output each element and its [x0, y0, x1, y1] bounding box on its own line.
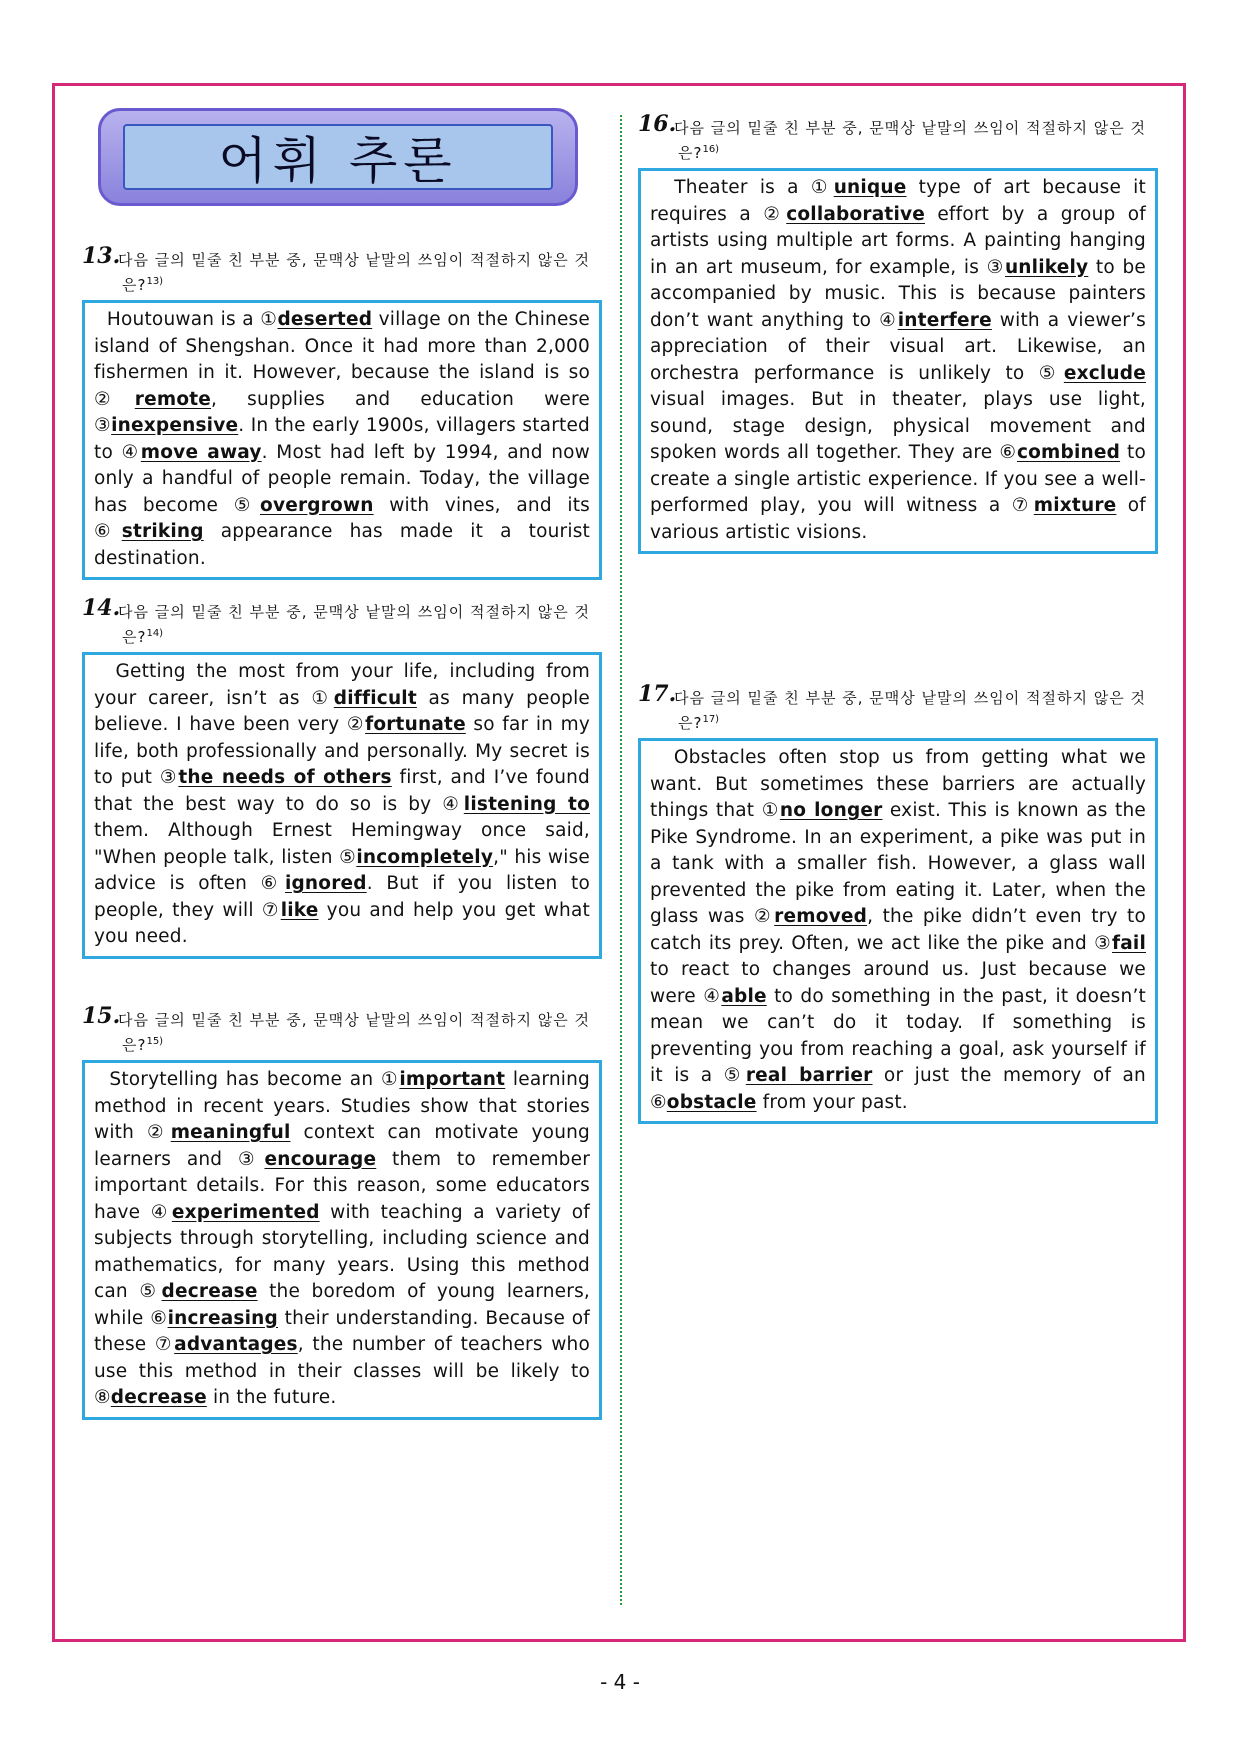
question-number: 13. — [82, 243, 121, 269]
passage-text: so far in my life, both professionally and personally. My secret is to put — [94, 714, 590, 788]
passage-text: village on the Chinese island of Shengshan. Once it had more than 2,000 fishermen in it. However, because the island is so — [94, 309, 590, 383]
prompt-line-2 — [674, 139, 1158, 164]
underlined-choice: meaningful — [170, 1122, 291, 1143]
passage-text: appearance has made it a tourist destination. — [94, 521, 590, 569]
choice-marker: ④ — [121, 441, 141, 463]
passage-text: to do something in the past, it doesn’t mean we can’t do it today. If something is preventing you from reaching a goal, ask yourself if it is a — [650, 985, 1146, 1086]
prompt-end: 은? — [678, 144, 703, 162]
underlined-choice: inexpensive — [111, 415, 239, 436]
underlined-choice: unlikely — [1004, 256, 1089, 278]
choice-marker: ② — [754, 906, 775, 927]
prompt-text: 다음 글의 밑줄 친 부분 중, 문맥상 낱말의 쓰임이 적절하지 않은 것 — [118, 251, 590, 269]
question-prompt — [638, 681, 1158, 734]
underlined-choice: unique — [833, 177, 907, 198]
underlined-choice: real barrier — [745, 1065, 873, 1086]
choice-marker: ⑥ — [94, 521, 122, 542]
choice-marker: ③ — [94, 415, 112, 436]
prompt-line-2 — [118, 1031, 602, 1056]
prompt-text: 다음 글의 밑줄 친 부분 중, 문맥상 낱말의 쓰임이 적절하지 않은 것 — [674, 119, 1146, 137]
passage-text: them to remember important details. For this reason, some educators have — [94, 1148, 590, 1223]
passage-text: effort by a group of artists using multiple art forms. A painting hanging in an art museum, for example, is — [650, 203, 1146, 278]
underlined-choice: able — [721, 985, 767, 1007]
choice-marker: ④ — [150, 1201, 172, 1223]
passage-box — [82, 300, 602, 580]
underlined-choice: decrease — [110, 1387, 207, 1408]
choice-marker: ③ — [238, 1148, 265, 1170]
page-number: - 4 - — [600, 1670, 640, 1694]
question-number: 15. — [82, 1003, 121, 1029]
passage-text: Storytelling has become an — [94, 1069, 381, 1090]
underlined-choice: the needs of others — [178, 767, 392, 788]
passage-text: with teaching a variety of subjects through storytelling, including science and mathematics, for many years. Using this method can — [94, 1201, 590, 1302]
underlined-choice: fortunate — [365, 714, 466, 735]
choice-marker: ① — [260, 309, 278, 330]
question-number: 17. — [638, 681, 677, 707]
passage-text: as many people believe. I have been very — [94, 687, 590, 735]
passage-text: . Most had left by 1994, and now only a handful of people remain. Today, the village has become — [94, 441, 590, 516]
section-title: 어휘 추론 — [123, 124, 553, 190]
choice-marker: ③ — [986, 256, 1005, 278]
choice-marker: ② — [763, 203, 787, 225]
prompt-end: 은? — [678, 714, 703, 732]
underlined-choice: ignored — [284, 873, 367, 894]
column-divider — [620, 115, 622, 1605]
passage-text: to react to changes around us. Just because we were — [650, 959, 1146, 1007]
choice-marker: ② — [346, 714, 366, 735]
underlined-choice: mixture — [1033, 495, 1117, 516]
underlined-choice: move away — [140, 441, 262, 463]
prompt-end: 은? — [122, 628, 147, 646]
underlined-choice: advantages — [174, 1334, 298, 1355]
prompt-end: 은? — [122, 1036, 147, 1054]
choice-marker: ① — [810, 177, 834, 198]
choice-marker: ⑧ — [94, 1387, 111, 1408]
choice-marker: ③ — [1094, 932, 1112, 954]
passage-text: , the number of teachers who use this method in their classes will be likely to — [94, 1334, 590, 1382]
passage-text: . But if you listen to people, they will — [94, 873, 590, 921]
choice-marker: ④ — [703, 985, 722, 1007]
choice-marker: ① — [761, 800, 780, 821]
underlined-choice: collaborative — [786, 203, 926, 225]
passage-text: Houtouwan is a — [94, 309, 261, 330]
choice-marker: ⑤ — [723, 1065, 746, 1086]
footnote-ref: 14) — [146, 628, 164, 639]
underlined-choice: combined — [1016, 442, 1121, 463]
choice-marker: ⑦ — [154, 1334, 175, 1355]
underlined-choice: listening to — [463, 793, 590, 815]
choice-marker: ① — [311, 687, 334, 709]
prompt-text: 다음 글의 밑줄 친 부분 중, 문맥상 낱말의 쓰임이 적절하지 않은 것 — [118, 1011, 590, 1029]
footnote-ref: 16) — [702, 144, 720, 155]
choice-marker: ⑤ — [233, 494, 261, 516]
choice-marker: ④ — [879, 309, 898, 331]
question-prompt — [82, 1003, 602, 1056]
prompt-line-2 — [674, 709, 1158, 734]
prompt-line-2 — [118, 271, 602, 296]
passage-text: with a viewer’s appreciation of their visual art. Likewise, an orchestra performance is unlikely to — [650, 309, 1146, 384]
underlined-choice: important — [399, 1069, 506, 1090]
choice-marker: ⑤ — [1038, 362, 1064, 384]
passage-text: , supplies and education were — [211, 388, 590, 410]
passage-text: type of art because it requires a — [650, 177, 1146, 225]
passage-text: , the pike didn’t even try to catch its prey. Often, we act like the pike and — [650, 906, 1146, 954]
passage-text: in the future. — [206, 1387, 337, 1408]
underlined-choice: decrease — [161, 1281, 258, 1302]
question-number: 14. — [82, 595, 121, 621]
passage-text: ," his wise advice is often — [94, 846, 590, 894]
passage-text: learning method in recent years. Studies show that stories with — [94, 1069, 590, 1143]
passage-text: or just the memory of an — [872, 1065, 1146, 1086]
question-prompt — [638, 111, 1158, 164]
passage-text: with vines, and its — [373, 494, 590, 516]
choice-marker: ⑦ — [1011, 495, 1034, 516]
passage-box — [638, 168, 1158, 554]
passage-box — [82, 1060, 602, 1420]
section-title-banner — [98, 108, 578, 206]
underlined-choice: fail — [1111, 932, 1146, 954]
footnote-ref: 15) — [146, 1036, 164, 1047]
prompt-line-2 — [118, 623, 602, 648]
passage-text: from your past. — [756, 1091, 908, 1113]
passage-text: Obstacles often stop us from getting what we want. But sometimes these barriers are actually things that — [650, 747, 1146, 821]
choice-marker: ⑦ — [261, 899, 281, 921]
passage-text: first, and I’ve found that the best way to do so is by — [94, 767, 590, 815]
passage-text: visual images. But in theater, plays use light, sound, stage design, physical movement and spoken words all together. They are — [650, 389, 1146, 463]
passage-text: Getting the most from your life, including from your career, isn’t as — [94, 661, 590, 709]
underlined-choice: encourage — [264, 1148, 377, 1170]
choice-marker: ⑤ — [139, 1281, 162, 1302]
choice-marker: ④ — [442, 793, 464, 815]
choice-marker: ⑥ — [999, 442, 1017, 463]
passage-text: Theater is a — [650, 177, 811, 198]
passage-text: their understanding. Because of these — [94, 1307, 590, 1355]
passage-text: . In the early 1900s, villagers started to — [94, 415, 590, 463]
choice-marker: ⑥ — [650, 1091, 667, 1113]
choice-marker: ③ — [159, 767, 179, 788]
passage-text: to be accompanied by music. This is because painters don’t want anything to — [650, 256, 1146, 331]
underlined-choice: no longer — [779, 800, 883, 821]
underlined-choice: removed — [774, 906, 868, 927]
underlined-choice: exclude — [1063, 362, 1146, 384]
choice-marker: ⑤ — [339, 846, 357, 868]
question-prompt — [82, 243, 602, 296]
prompt-text: 다음 글의 밑줄 친 부분 중, 문맥상 낱말의 쓰임이 적절하지 않은 것 — [674, 689, 1146, 707]
passage-text: of various artistic visions. — [650, 495, 1147, 543]
underlined-choice: overgrown — [260, 494, 374, 516]
passage-text: exist. This is known as the Pike Syndrome. In an experiment, a pike was put in a tank with a smaller fish. However, a glass wall prevented the pike from eating it. Later, when the glass was — [650, 800, 1146, 927]
passage-text: to create a single artistic experience. If you see a well-performed play, you will witness a — [650, 442, 1146, 516]
footnote-ref: 17) — [702, 714, 720, 725]
question-13 — [82, 243, 602, 580]
underlined-choice: increasing — [167, 1307, 278, 1329]
underlined-choice: striking — [121, 521, 204, 542]
footnote-ref: 13) — [146, 276, 164, 287]
underlined-choice: incompletely — [356, 846, 494, 868]
passage-box — [638, 738, 1158, 1124]
passage-text: you and help you get what you need. — [94, 899, 590, 947]
choice-marker: ⑥ — [260, 873, 285, 894]
passage-text: the boredom of young learners, while — [94, 1281, 590, 1329]
prompt-text: 다음 글의 밑줄 친 부분 중, 문맥상 낱말의 쓰임이 적절하지 않은 것 — [118, 603, 590, 621]
underlined-choice: interfere — [897, 309, 992, 331]
underlined-choice: difficult — [333, 687, 417, 709]
question-15 — [82, 1003, 602, 1420]
choice-marker: ② — [147, 1122, 171, 1143]
underlined-choice: obstacle — [666, 1091, 757, 1113]
prompt-end: 은? — [122, 276, 147, 294]
passage-box — [82, 652, 602, 959]
choice-marker: ⑥ — [150, 1307, 168, 1329]
underlined-choice: remote — [134, 388, 212, 410]
passage-text: context can motivate young learners and — [94, 1122, 590, 1170]
question-16 — [638, 111, 1158, 554]
passage-text: them. Although Ernest Hemingway once said, "When people talk, listen — [94, 820, 590, 868]
choice-marker: ① — [380, 1069, 400, 1090]
choice-marker: ② — [94, 388, 135, 410]
underlined-choice: like — [280, 899, 319, 921]
underlined-choice: deserted — [277, 309, 373, 330]
question-14 — [82, 595, 602, 959]
question-17 — [638, 681, 1158, 1124]
underlined-choice: experimented — [171, 1201, 320, 1223]
question-number: 16. — [638, 111, 677, 137]
question-prompt — [82, 595, 602, 648]
